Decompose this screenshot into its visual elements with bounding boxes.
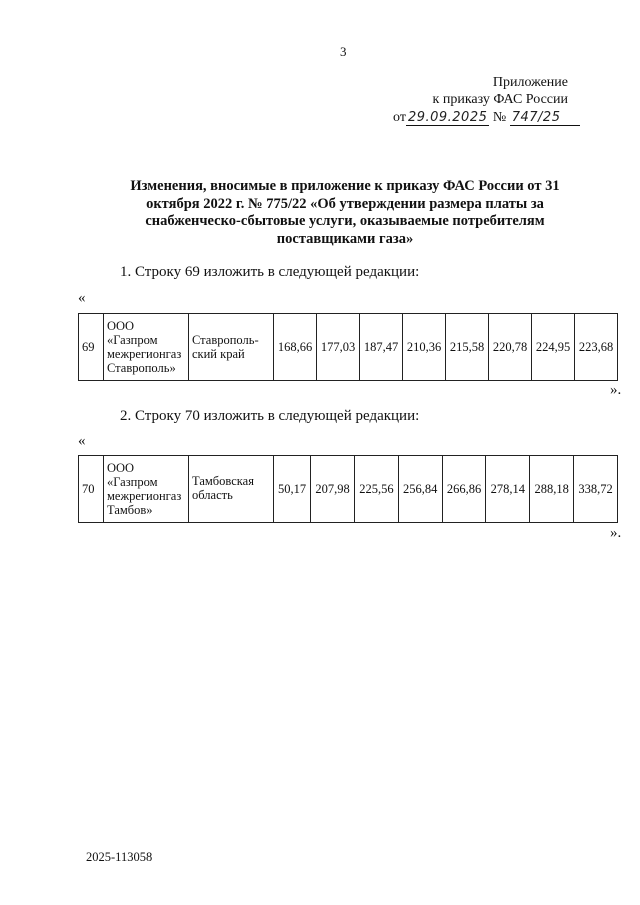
value-cell: 225,56 bbox=[355, 456, 399, 523]
document-title: Изменения, вносимые в приложение к приказу ФАС России от 31 октября 2022 г. № 775/22 «Об утверждении размера платы за снабженческо-сбытовые услуги, оказываемые потребителям поставщиками газа» bbox=[130, 178, 560, 247]
value-cell: 266,86 bbox=[442, 456, 486, 523]
table-row bbox=[79, 456, 618, 523]
region-cell: Тамбовская область bbox=[189, 456, 274, 523]
table-row bbox=[79, 314, 618, 381]
value-cell: 338,72 bbox=[574, 456, 618, 523]
value-cell: 256,84 bbox=[398, 456, 442, 523]
region-cell: Ставрополь-ский край bbox=[189, 314, 274, 381]
document-code: 2025-113058 bbox=[86, 850, 153, 864]
row69-table bbox=[78, 313, 618, 381]
appendix-header bbox=[433, 74, 568, 108]
value-cell: 288,18 bbox=[530, 456, 574, 523]
order-date: 29.09.2025 bbox=[407, 110, 488, 125]
value-cell: 187,47 bbox=[360, 314, 403, 381]
section2-close-quote: ». bbox=[610, 525, 622, 541]
value-cell: 168,66 bbox=[274, 314, 317, 381]
value-cell: 224,95 bbox=[532, 314, 575, 381]
order-reference bbox=[393, 110, 580, 126]
row70-table bbox=[78, 455, 618, 523]
number-label: № bbox=[492, 110, 507, 125]
row-number: 69 bbox=[79, 314, 104, 381]
section2-open-quote: « bbox=[78, 433, 86, 449]
section2-text: 2. Строку 70 изложить в следующей редакции: bbox=[120, 408, 420, 424]
section1-open-quote: « bbox=[78, 290, 86, 306]
section1-text: 1. Строку 69 изложить в следующей редакции: bbox=[120, 264, 420, 280]
organization-cell: ООО «Газпром межрегионгаз Ставрополь» bbox=[104, 314, 189, 381]
appendix-line2: к приказу ФАС России bbox=[432, 92, 568, 107]
page-number: 3 bbox=[340, 44, 347, 59]
value-cell: 50,17 bbox=[274, 456, 311, 523]
value-cell: 210,36 bbox=[403, 314, 446, 381]
value-cell: 278,14 bbox=[486, 456, 530, 523]
row-number: 70 bbox=[79, 456, 104, 523]
order-number: 747/25 bbox=[511, 110, 561, 125]
value-cell: 215,58 bbox=[446, 314, 489, 381]
value-cell: 177,03 bbox=[317, 314, 360, 381]
section1-close-quote: ». bbox=[610, 382, 622, 398]
organization-cell: ООО «Газпром межрегионгаз Тамбов» bbox=[104, 456, 189, 523]
from-label: от bbox=[393, 110, 406, 125]
value-cell: 220,78 bbox=[489, 314, 532, 381]
appendix-line1: Приложение bbox=[492, 75, 568, 90]
value-cell: 223,68 bbox=[575, 314, 618, 381]
value-cell: 207,98 bbox=[311, 456, 355, 523]
